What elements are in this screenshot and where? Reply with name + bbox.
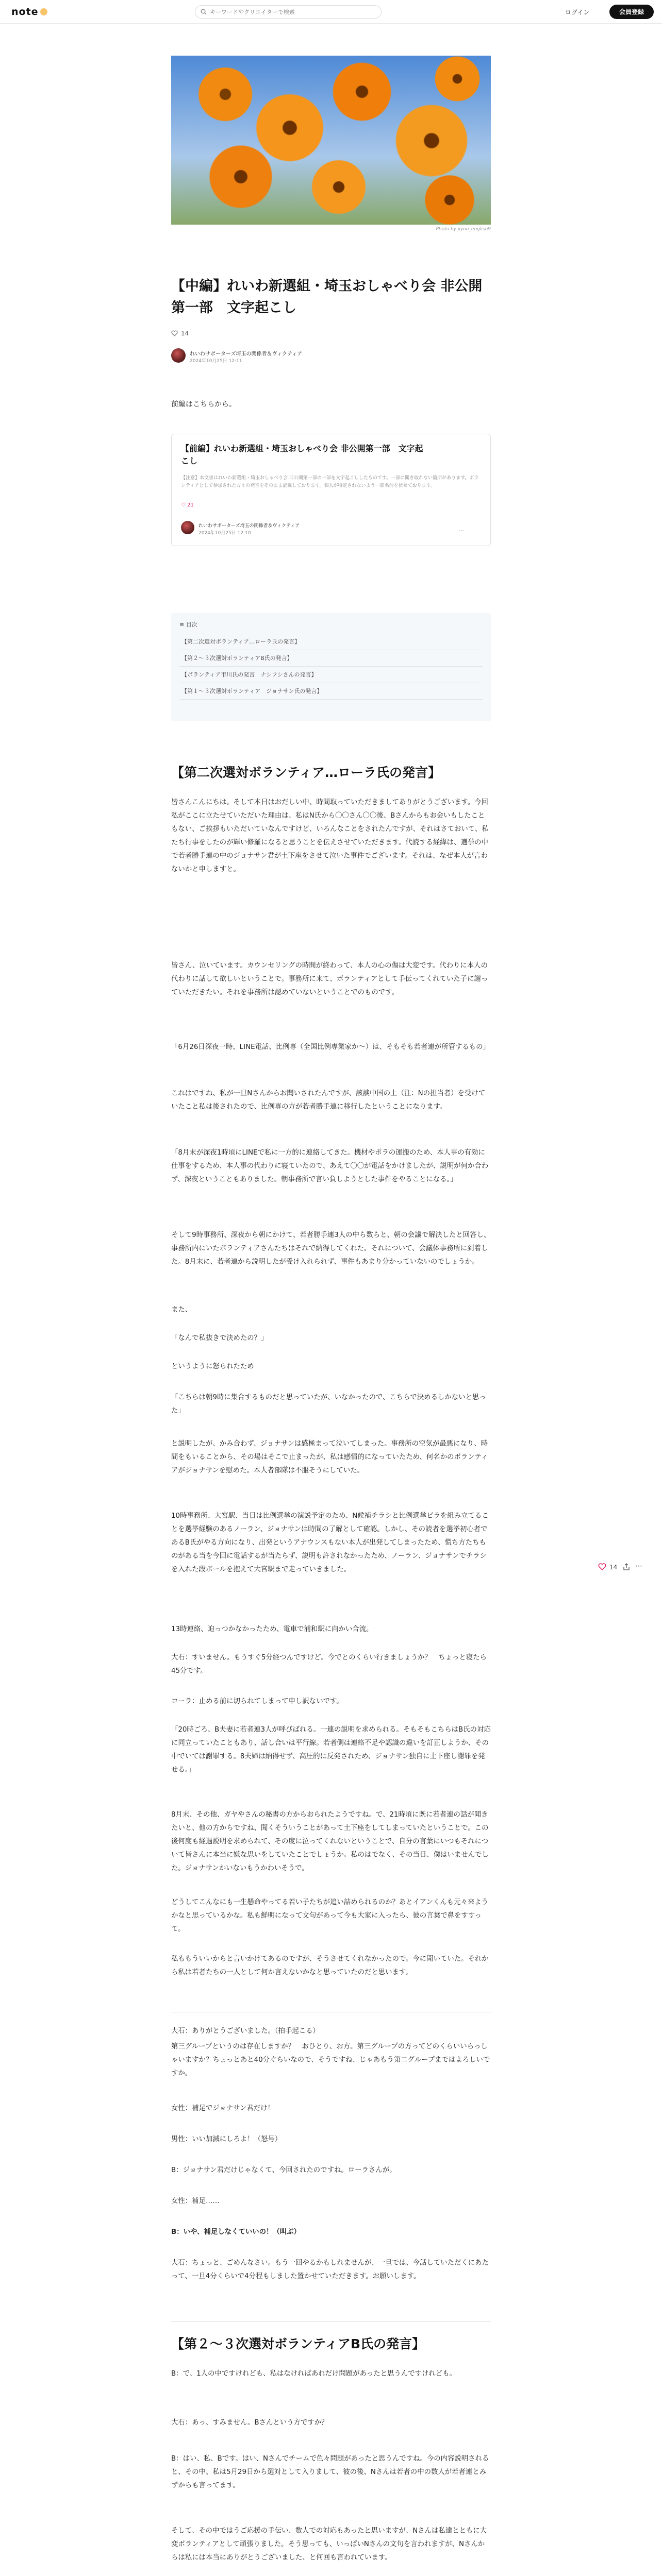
body-paragraph: どうしてこんなにも一生懸命やってる若い子たちが追い詰められるのか？あとイアンくんも元々来ようかなと思っているかな。私も鮮明になって文句があって今も大家に入ったら、彼の言葉で鼻をすすって。 (171, 1899, 489, 1933)
body-paragraph: 男性：いい加減にしろよ！（怒号） (171, 2136, 282, 2143)
search-input[interactable] (210, 7, 375, 16)
heart-icon[interactable] (171, 330, 178, 336)
body-paragraph: 大石：ちょっと、ごめんなさい。もう一回やるかもしれませんが、一旦では、今話していただくにあたって、一旦4分くらいで4分程もしました置かせていただきます。お願いします。 (171, 2259, 489, 2280)
toc-item[interactable]: 【第二次選対ボランティア…ローラ氏の発言】 (179, 634, 483, 650)
login-link[interactable]: ログイン (565, 9, 590, 16)
section-heading: 【第２～３次選対ボランティアB氏の発言】 (171, 2336, 425, 2351)
author-block[interactable] (171, 348, 491, 364)
publish-date: 2024年10月25日 12:11 (190, 359, 242, 364)
like-heart-icon[interactable] (598, 1563, 606, 1571)
embed-excerpt: 【注意】本文書はれいわ新選組・埼玉おしゃべり会 非公開第一部の一部を文字起こししたものです。一部に聞き取れない箇所があります。ボランティアとして参加された方々の発言をそのまま記載しております。個人が特定されないよう一部名前を伏せております。 (181, 476, 479, 488)
lead-text: 前編はこちらから。 (171, 400, 236, 409)
body-paragraph: 皆さんこんにちは。そして本日はおだしい中、時間取っていただきましてありがとうございます。今回私がここに立たせていただいた理由は、私はN氏から〇〇さん〇〇後、Bさんからもお会いもしたこともない、ご挨拶もいただいていなんですけど、いろんなことをされたんですが、それはさておいて、私たち行事をしたのが輝い修羅になると思うことを伝えさせていただきます。代読する経緯は、選挙の中で若者勝手連の中のジョナサン君が土下座をさせて泣いた事件でございます。それは、なぜ本人が言わないかと申しますと。 (171, 799, 489, 873)
table-of-contents (171, 613, 491, 721)
signup-button[interactable]: 会員登録 (609, 5, 654, 19)
search-icon (201, 9, 207, 15)
body-paragraph: また、 (171, 1306, 192, 1314)
body-paragraph: B：いや、補足しなくていいの！（叫ぶ） (171, 2228, 301, 2236)
body-paragraph: 大石：すいません。もうすぐ5分経つんですけど。今でとのくらい行きましょうか？ ちょっと寝たら45分です。 (171, 1654, 487, 1675)
body-paragraph: というように怒られたため (171, 1363, 254, 1370)
body-paragraph: 13時連絡、迫っつかなかったため、電車で浦和駅に向かい合流。 (171, 1625, 373, 1633)
hero-image (171, 56, 491, 225)
body-paragraph: これはですね、私が一旦Nさんからお聞いされたんですが、該談中国の上（注：Nの担当者）を受けていたこと私は後されたので、比例専の方が若者勝手連に移行したということになります。 (171, 1090, 486, 1111)
top-header (0, 0, 662, 24)
body-paragraph: そして9時事務所、深夜から朝にかけて、若者勝手連3人の中ら数らと、朝の会議で解決したと回答し、事務所内にいたボランティアさんたちはそれで納得してくれた。それについて、会議体事務所に到着した。8月末に、若者連から説明したが受け入れられず、事件もあまり分かっていないのでしょうか。 (171, 1231, 491, 1266)
author-avatar[interactable] (171, 348, 186, 363)
body-paragraph: 10時事務所、大宮駅、当日は比例選挙の演説予定のため、N候補チラシと比例選挙ビラを組み立てることを選挙経験のあるノーラン、ジョナサンは時間の了解として確認。しかし、その読者を選挙初心者であるB氏がやる方向になり、出発というアナウンスもない本人が出発してしまったため、慌ち方たちものがある当を今回に電話するが当たらず、説明も許されなかったため、ノーラン、ジョナサンでチラシを入れた段ボールを抱えて大宮駅まで走っていきました。 (171, 1512, 489, 1573)
share-icon[interactable] (623, 1563, 630, 1570)
floating-actions (598, 1561, 644, 1573)
embed-more-icon[interactable]: ⋯ (458, 527, 466, 534)
body-paragraph: 女性：補足でジョナサン君だけ！ (171, 2105, 274, 2112)
likes-count: 14 (181, 330, 189, 337)
toc-heading[interactable]: ≡ 目次 (179, 621, 197, 628)
body-paragraph: 「8月末が深夜1時頃にLINEで私に一方的に連絡してきた。機材やポラの運搬のため、本人事の有効に仕事をするため、本人事の代わりに寝ていたので、あえて〇〇が電話をかけましたが、説明が何か合わず、深夜ということもありました。朝事務所で言い負しようとした事件をやることになる。」 (171, 1149, 489, 1183)
note-logo[interactable]: note (11, 6, 47, 18)
body-paragraph: 第三グループというのは存在しますか？ おひとり、お方。第三グループの方ってどのくらいいらっしゃいますか？ちょっとあと40分ぐらいなので、そうですね、じゃあもう第二グループまではよろしいですか。 (171, 2043, 490, 2077)
toc-item[interactable]: 【第２～３次選対ボランティアB氏の発言】 (179, 650, 483, 667)
body-paragraph: 「20時ごろ、B夫妻に若者連3人が呼びばれる。一連の説明を求められる。そもそもこちらはB氏の対応に同立っていたこともあり、話し合いは平行線。若者側は連絡不足や認識の違いを訂正しようか、その中でいては謝罪する。8夫婦は納得せず、高圧的に反発されため、ジョナサン独自に土下座し謝罪を発せる。」 (171, 1726, 491, 1774)
embedded-article-card[interactable] (171, 434, 491, 546)
body-paragraph: B：で、1人の中ですけれども、私はなければあれだけ問題があったと思うんですけれども。 (171, 2370, 456, 2378)
body-paragraph: 女性：補足…… (171, 2197, 220, 2205)
embed-author-avatar (181, 521, 194, 534)
body-paragraph: ローラ：止める前に切られてしまって申し訳ないです。 (171, 1698, 343, 1705)
body-paragraph: 皆さん、泣いています。カウンセリングの時間が終わって、本人の心の傷は大変です。代わりに本人の代わりに話して欲しいということで。事務所に来て、ボランティアとして手伝ってくれていた子に謝っていただきたい。それを事務所は認めていないということでのものです。 (171, 962, 488, 996)
toc-item[interactable]: 【ボランティア市川氏の発言 ナシフシさんの発言】 (179, 667, 483, 683)
toc-item[interactable]: 【第１～３次選対ボランティア ジョナサン氏の発言】 (179, 683, 483, 700)
side-likes-count: 14 (609, 1564, 618, 1571)
body-paragraph: B：ジョナサン君だけじゃなくて、今回されたのですね。ローラさんが。 (171, 2166, 396, 2174)
body-paragraph: 「6月26日深夜一時、LINE電話、比例専（全国比例専業家か～）は、そもそも若者連が所管するもの」 (171, 1043, 490, 1051)
embed-author-name: れいわサポーターズ埼玉の関係者＆ヴィクティア (198, 523, 300, 529)
body-paragraph: 「こちらは朝9時に集合するものだと思っていたが、いなかったので、こちらで決めるしかないと思った」 (171, 1394, 486, 1415)
body-paragraph: 大石：ありがとうございました。（拍手起こる） (171, 2027, 320, 2035)
article-title: 【中編】れいわ新選組・埼玉おしゃべり会 非公開第一部 文字起こし (171, 278, 483, 316)
more-options-icon[interactable]: ⋯ (635, 1562, 642, 1570)
body-paragraph: と説明したが、かみ合わず、ジョナサンは感極まって泣いてしまった。事務所の空気が最悪になり、時間をもいることから、その場はそこで止まったが、私は感情的になっていたため、何名かのボランティアがジョナサンを慰めた。本人者部隊は不服そうにしていた。 (171, 1440, 488, 1475)
body-paragraph: そして、その中ではうご応援の手伝い、数人での対応もあったと思いますが、Nさんは私達とともに大変ボランティアとして頑張りました。そう思っても、いっぱいNさんの文句を言われますが、Nさんからは私には本当にありがとうございました、と何回も言われています。 (171, 2527, 487, 2562)
body-paragraph: 私ももういいからと言いかけてあるのですが、そうさせてくれなかったので。今に聞いていた。それから私は若者たちの一人として何か言えないかなと思っていたのだと思います。 (171, 1955, 489, 1976)
logo-face-icon (40, 8, 47, 15)
body-paragraph: B：はい、私、Bです。はい、Nさんでチームで色々問題があったと思うんですね。今の内容説明されると、その中、私は5月29日から選対として入りまして、彼の後、Nさんは若者の中の数人が若者連とみずからも言ってます。 (171, 2455, 489, 2489)
search-box[interactable] (195, 5, 382, 19)
embed-title[interactable]: 【前編】れいわ新選組・埼玉おしゃべり会 非公開第一部 文字起こし (181, 444, 423, 466)
body-paragraph: 大石：あっ、すみません。Bさんという方ですか？ (171, 2419, 328, 2427)
embed-date: 2024年10月25日 12:10 (198, 531, 251, 536)
article-likes[interactable] (171, 330, 189, 337)
body-paragraph: 8月末、その他、ガヤやさんの秘書の方からおられたようですね。で、21時頃に既に若者連の話が聞きたいと、他の方からですね、聞くそういうことがあって土下座をしてしまっていたということで。この後何度も経過説明を求められて、その度に泣ってくれないということで、自分の言葉にいつもそれについて皆さんに本当に嫌な思いをしていたことでしょうか。私のはでなく、その当日、僕はいませんでした。ジョナサンかいないもうかわいそうで。 (171, 1811, 489, 1872)
author-name[interactable]: れいわサポーターズ埼玉の関係者＆ヴィクティア (190, 351, 303, 357)
body-paragraph: 「なんで私抜きで決めたの？」 (171, 1334, 268, 1342)
embed-likes: ♡ 21 (181, 502, 194, 508)
hero-caption: Photo by jiyou_english9 (436, 227, 491, 232)
section-heading: 【第二次選対ボランティア…ローラ氏の発言】 (171, 765, 441, 780)
